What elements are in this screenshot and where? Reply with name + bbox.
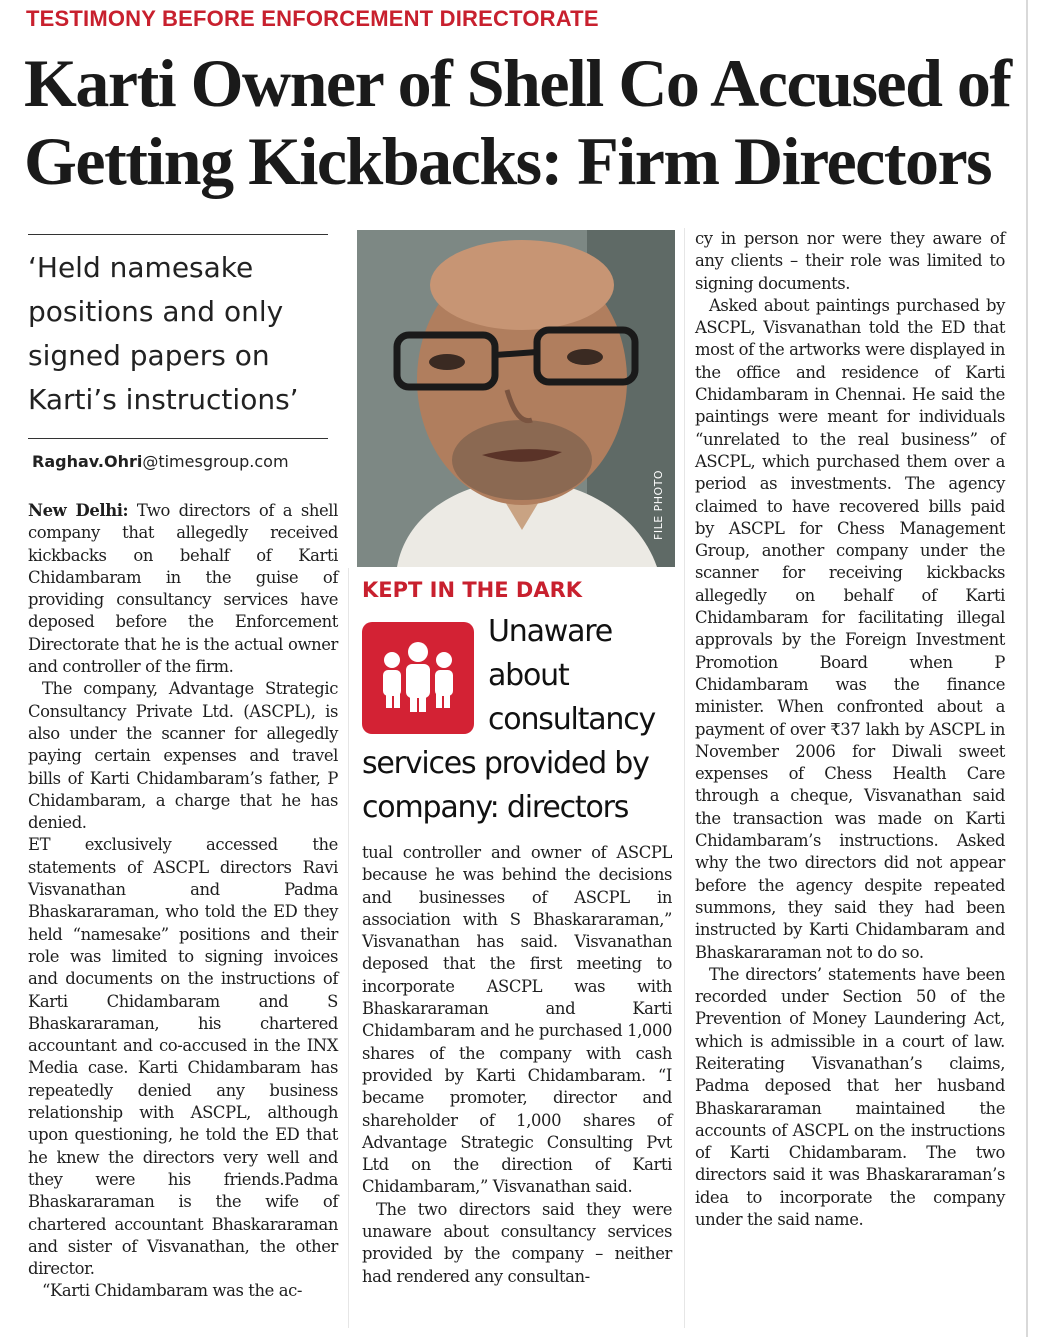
column-separator-2 (684, 228, 685, 1328)
paragraph-9: The directors’ statements have been recorded under Section 50 of the Prevention of Money Laundering Act, which is admissible in a court of law. Reiterating Visvanathan’s claims, Padma deposed that her husband Bhaskararaman maintained the accounts of ASCPL on the instructions of Karti Chidambaram. The two directors said it was Bhaskararaman’s idea to incorporate the company under the said name. (695, 964, 1005, 1230)
paragraph-4: “Karti Chidambaram was the ac- (42, 1281, 303, 1301)
paragraph-8: Asked about paintings purchased by ASCPL, Visvanathan told the ED that most of the artworks were displayed in the office and residence of Karti Chidambaram in Chennai. He said the paintings were meant for individuals “unrelated to the real business” of ASCPL, which purchased them over a period as investments. The agency claimed to have recovered bills paid by ASCPL for Chess Management Group, another company under the scanner for receiving kickbacks allegedly on behalf of Karti Chidambaram for facilitating illegal approvals by the Foreign Investment Promotion Board when P Chidambaram was the finance minister. When confronted about a payment of over ₹37 lakh by ASCPL in November 2006 for Diwali sweet expenses of Chess Health Care through a cheque, Visvanathan said the transaction was made on Karti Chidambaram’s instructions. Asked why the two directors did not appear before the agency despite repeated summons, they said they had been instructed by Karti Chidambaram and Bhaskararaman not to do so. (695, 295, 1005, 962)
article-column-3 (695, 228, 1005, 1231)
byline-domain: @timesgroup.com (142, 452, 289, 471)
paragraph-5: tual controller and owner of ASCPL because he was behind the decisions and businesses of ASCPL in association with S Bhaskararaman,” Visvanathan has said. Visvanathan deposed that the first meeting to incorporate ASCPL was with Bhaskararaman and Karti Chidambaram and he purchased 1,000 shares of the company with cash provided by Karti Chidambaram. “I became promoter, director and shareholder of 1,000 shares of Advantage Strategic Consulting Pvt Ltd on the direction of Karti Chidambaram,” Visvanathan said. (362, 843, 672, 1197)
divider-bottom (28, 438, 328, 439)
byline-name: Raghav.Ohri (32, 452, 143, 471)
paragraph-2: The company, Advantage Strategic Consultancy Private Ltd. (ASCPL), is also under the scanner for allegedly paying certain expenses and travel bills of Karti Chidambaram’s father, P Chidambaram, a charge that he has denied. (28, 679, 338, 833)
portrait-photo (357, 230, 675, 567)
sidebar-box-text-body: Unaware about consultancy services provided by company: directors (362, 614, 656, 825)
article-column-1 (28, 500, 338, 1303)
group-people-icon (362, 622, 474, 734)
column-separator-1 (348, 568, 349, 1328)
photo-credit: FILE PHOTO (652, 469, 665, 540)
standfirst: ‘Held namesake positions and only signed papers on Karti’s instructions’ (28, 251, 299, 416)
divider-top (28, 234, 328, 235)
paragraph-7: cy in person nor were they aware of any clients – their role was limited to signing documents. (695, 229, 1005, 293)
paragraph-3: ET exclusively accessed the statements of ASCPL directors Ravi Visvanathan and Padma Bhaskararaman, who told the ED they held “namesake” positions and their role was limited to signing invoices and documents on the instructions of Karti Chidambaram and S Bhaskararaman, his chartered accountant and co-accused in the INX Media case. Karti Chidambaram has repeatedly denied any business relationship with ASCPL, although upon questioning, he told the ED that he knew the directors very well and they were his friends.Padma Bhaskararaman is the wife of chartered accountant Bhaskararaman and sister of Visvanathan, the other director. (28, 835, 338, 1279)
paragraph-6: The two directors said they were unaware about consultancy services provided by the company – neither had rendered any consultan- (362, 1199, 672, 1286)
article-column-2 (362, 842, 672, 1288)
sidebar-box-title: KEPT IN THE DARK (362, 578, 583, 602)
paragraph-1: New Delhi: Two directors of a shell company that allegedly received kickbacks on behalf of Karti Chidambaram in the guise of providing consultancy services have deposed before the Enforcement Directorate that he is the actual owner and controller of the firm. (28, 501, 338, 677)
byline[interactable] (32, 452, 289, 471)
portrait-illustration (357, 230, 675, 567)
headline: Karti Owner of Shell Co Accused of Getting Kickbacks: Firm Directors (24, 45, 1011, 199)
kicker: TESTIMONY BEFORE ENFORCEMENT DIRECTORATE (26, 6, 599, 31)
dateline: New Delhi: (28, 501, 129, 520)
